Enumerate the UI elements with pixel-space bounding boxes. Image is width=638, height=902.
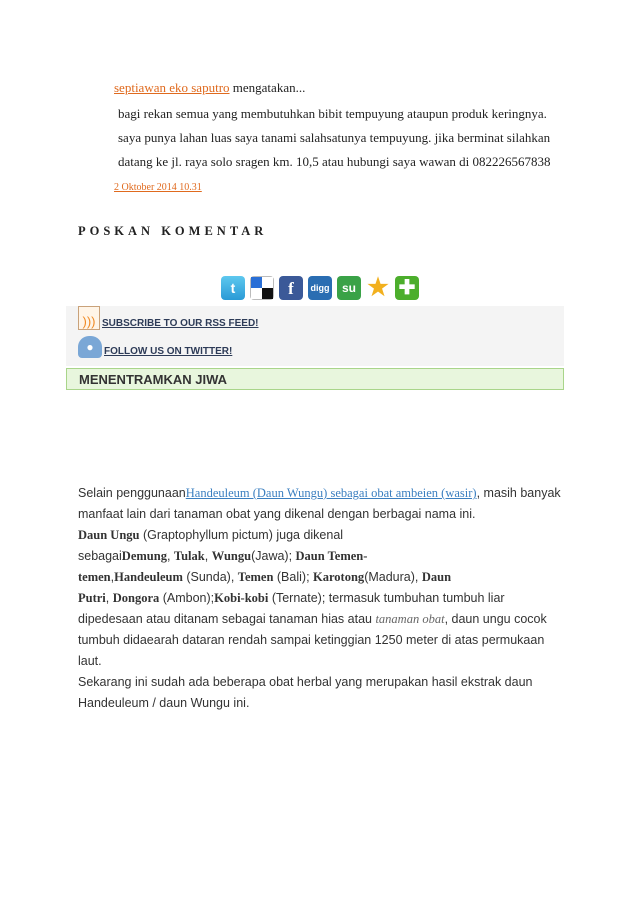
handeuleum-article-link[interactable]: Handeuleum (Daun Wungu) sebagai obat ambeien (wasir) xyxy=(185,486,477,500)
text: , xyxy=(105,591,113,605)
article-line: tumbuh didaearah dataran rendah sampai ketinggian 1250 meter di atas permukaan xyxy=(78,633,545,647)
article-line xyxy=(78,609,570,630)
comment-line: saya punya lahan luas saya tanami salahsatunya tempuyung. jika berminat silahkan xyxy=(118,130,551,145)
emphasis: tanaman obat xyxy=(375,612,445,626)
text: Selain penggunaan xyxy=(78,486,186,500)
twitter-row xyxy=(78,336,232,358)
rss-feed-icon[interactable]: ))) xyxy=(78,306,100,330)
text: (Jawa); xyxy=(251,549,296,563)
term: Tulak xyxy=(173,549,205,563)
term: Dongora xyxy=(112,591,160,605)
article-line xyxy=(78,525,570,546)
term: temen xyxy=(78,570,111,584)
text: sebagai xyxy=(78,549,122,563)
text: dipedesaan atau ditanam sebagai tanaman hias atau xyxy=(78,612,376,626)
term: Daun Temen- xyxy=(295,549,368,563)
term: Daun xyxy=(421,570,452,584)
term: Wungu xyxy=(211,549,252,563)
follow-twitter-link[interactable]: FOLLOW US ON TWITTER! xyxy=(104,346,233,357)
share-bar xyxy=(221,276,419,300)
article-line xyxy=(78,546,570,567)
term: Demung xyxy=(121,549,167,563)
text: , xyxy=(110,570,115,584)
term: Karotong xyxy=(313,570,365,584)
term: Temen xyxy=(237,570,274,584)
comment-said-label: mengatakan... xyxy=(232,80,306,95)
comment-line: datang ke jl. raya solo sragen km. 10,5 atau hubungi saya wawan di 082226567838 xyxy=(118,154,551,169)
article-line xyxy=(78,588,570,609)
term: Kobi-kobi xyxy=(214,591,269,605)
comment xyxy=(114,78,554,193)
stumbleupon-icon[interactable]: su xyxy=(337,276,361,300)
text: , xyxy=(166,549,174,563)
add-more-icon[interactable]: ✚ xyxy=(395,276,419,300)
twitter-bird-icon[interactable]: ● xyxy=(78,336,102,358)
comment-header xyxy=(114,78,554,98)
article-line xyxy=(78,483,570,504)
text: (Sunda), xyxy=(182,570,238,584)
comment-author-link[interactable]: septiawan eko saputro xyxy=(114,80,230,95)
digg-icon[interactable]: digg xyxy=(308,276,332,300)
section-header xyxy=(66,368,564,390)
feed-widget xyxy=(66,306,564,366)
facebook-icon[interactable]: f xyxy=(279,276,303,300)
article-line: Sekarang ini sudah ada beberapa obat herbal yang merupakan hasil ekstrak daun xyxy=(78,675,533,689)
term: Daun Ungu xyxy=(78,528,140,542)
rss-row xyxy=(78,306,259,330)
article-line: manfaat lain dari tanaman obat yang dikenal dengan berbagai nama ini. xyxy=(78,507,476,521)
term: Putri xyxy=(78,591,106,605)
text: , xyxy=(204,549,212,563)
comment-body xyxy=(118,102,558,174)
term: Handeuleum xyxy=(114,570,183,584)
article-line xyxy=(78,567,570,588)
subscribe-rss-link[interactable]: SUBSCRIBE TO OUR RSS FEED! xyxy=(102,318,259,329)
post-comment-title: POSKAN KOMENTAR xyxy=(78,224,268,238)
section-title: MENENTRAMKAN JIWA xyxy=(79,372,228,387)
text: (Ambon); xyxy=(159,591,215,605)
text: (Ternate); termasuk tumbuhan tumbuh liar xyxy=(268,591,505,605)
text: , daun ungu cocok xyxy=(444,612,547,626)
comment-line: bagi rekan semua yang membutuhkan bibit tempuyung ataupun produk keringnya. xyxy=(118,106,547,121)
article-body xyxy=(78,483,570,714)
text: (Graptophyllum pictum) juga dikenal xyxy=(139,528,344,542)
article-line: Handeuleum / daun Wungu ini. xyxy=(78,696,250,710)
article-line: laut. xyxy=(78,654,102,668)
text: , masih banyak xyxy=(476,486,561,500)
favorite-star-icon[interactable]: ★ xyxy=(367,274,389,301)
twitter-icon[interactable]: t xyxy=(221,276,245,300)
delicious-icon[interactable] xyxy=(250,276,274,300)
comment-date-link[interactable]: 2 Oktober 2014 10.31 xyxy=(114,182,202,193)
text: (Madura), xyxy=(364,570,422,584)
text: (Bali); xyxy=(273,570,314,584)
